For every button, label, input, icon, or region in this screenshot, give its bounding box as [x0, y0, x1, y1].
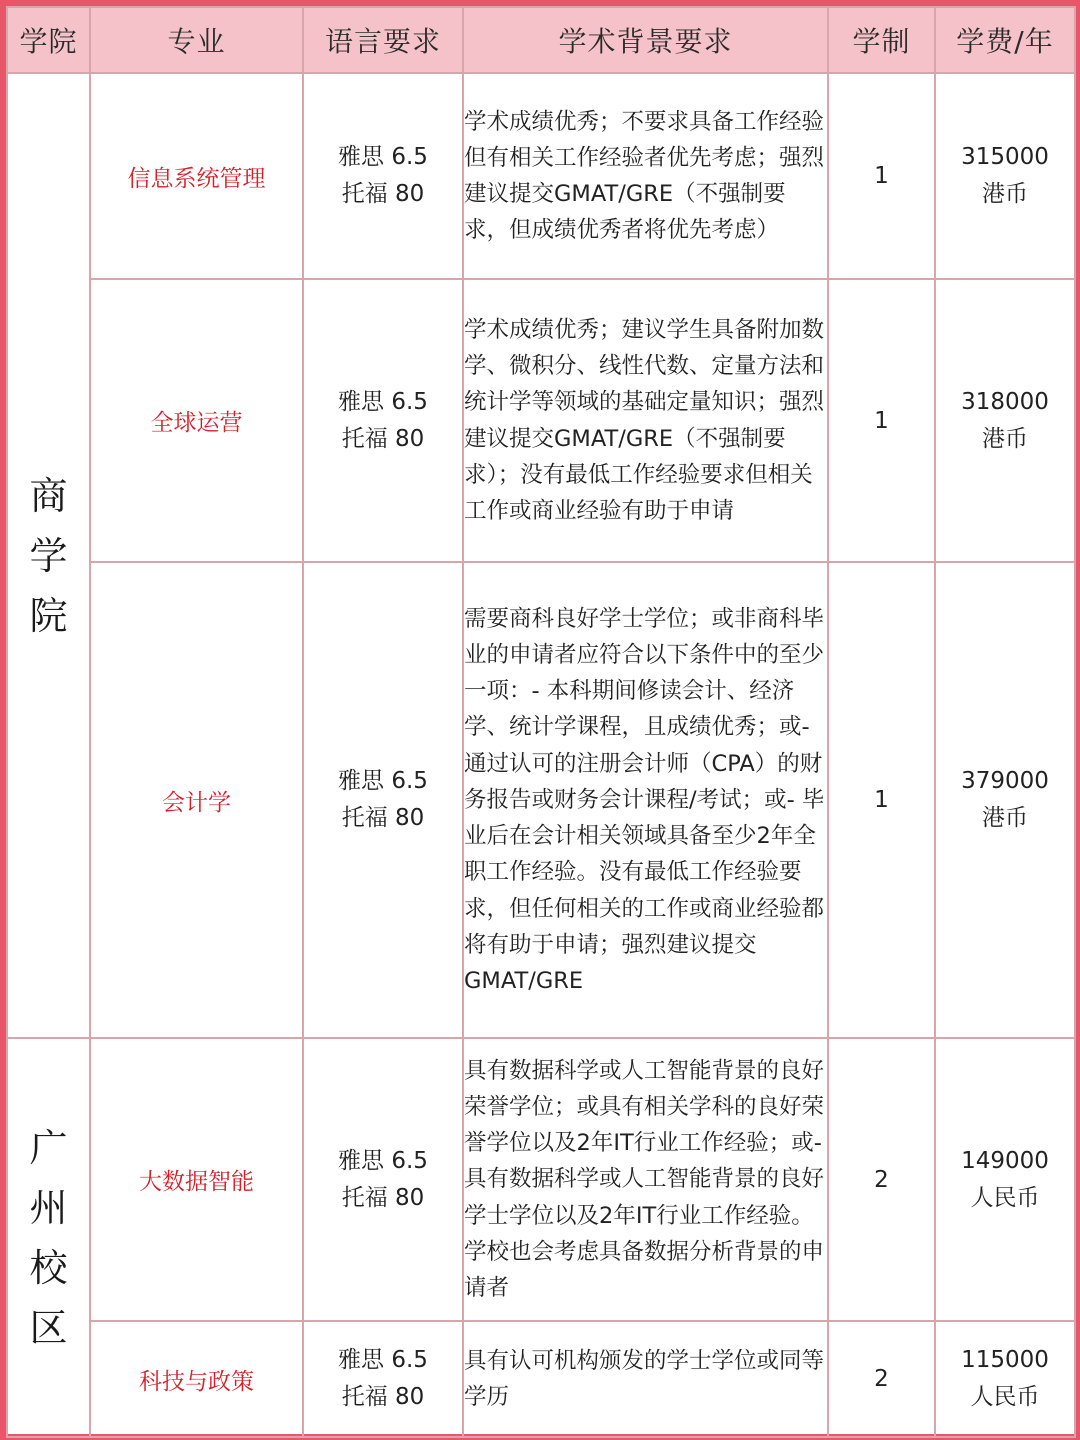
major-cell: 全球运营 [90, 279, 303, 562]
header-tuition: 学费/年 [935, 7, 1075, 73]
header-major: 专业 [90, 7, 303, 73]
requirement-cell [463, 73, 828, 279]
fee-amount: 115000 [961, 1347, 1049, 1373]
fee-amount: 318000 [961, 388, 1049, 415]
requirement-cell [463, 279, 828, 562]
major-cell: 会计学 [90, 562, 303, 1038]
fee-currency: 港币 [982, 181, 1028, 207]
fee-amount: 149000 [961, 1147, 1049, 1174]
major-cell: 科技与政策 [90, 1321, 303, 1437]
requirement-text: 需要商科良好学士学位；或非商科毕业的申请者应符合以下条件中的至少一项：- 本科期间修读会计、经济学、统计学课程，且成绩优秀；或- 通过认可的注册会计师（CPA）的财务报告或财务会计课程/考试；或- 毕业后在会计相关领域具备至少2年全职工作经验。没有最低工作经验要求，但任何相关的工作或商业经验都将有助于申请；强烈建议提交GMAT/GRE [464, 605, 825, 994]
tuition-cell [935, 73, 1075, 279]
table-row [7, 279, 1075, 562]
language-cell [303, 73, 463, 279]
duration-cell: 1 [828, 279, 935, 562]
school-cell [7, 1038, 90, 1437]
tuition-cell [935, 279, 1075, 562]
header-row [7, 7, 1075, 73]
duration-cell: 2 [828, 1321, 935, 1437]
duration-cell: 1 [828, 562, 935, 1038]
requirement-cell [463, 1038, 828, 1321]
ielts-score: 雅思 6.5 [338, 1147, 428, 1174]
school-name: 商学院 [29, 473, 68, 638]
toefl-score: 托福 80 [341, 1184, 425, 1211]
toefl-score: 托福 80 [341, 181, 425, 207]
ielts-score: 雅思 6.5 [338, 144, 428, 170]
fee-amount: 379000 [961, 768, 1049, 794]
major-cell: 信息系统管理 [90, 73, 303, 279]
school-name: 广州校区 [29, 1125, 68, 1350]
language-cell [303, 562, 463, 1038]
fee-currency: 港币 [982, 425, 1028, 452]
fee-currency: 人民币 [970, 1184, 1040, 1211]
requirement-text: 学术成绩优秀；不要求具备工作经验但有相关工作经验者优先考虑；强烈建议提交GMAT/GRE（不强制要求，但成绩优秀者将优先考虑） [464, 108, 825, 244]
requirement-text: 具有认可机构颁发的学士学位或同等学历 [464, 1347, 825, 1410]
table-row [7, 73, 1075, 279]
requirement-text: 学术成绩优秀；建议学生具备附加数学、微积分、线性代数、定量方法和统计学等领域的基础定量知识；强烈建议提交GMAT/GRE（不强制要求）；没有最低工作经验要求但相关工作或商业经验有助于申请 [464, 316, 825, 524]
header-duration: 学制 [828, 7, 935, 73]
duration-cell: 1 [828, 73, 935, 279]
duration-cell: 2 [828, 1038, 935, 1321]
toefl-score: 托福 80 [341, 805, 425, 831]
table-row [7, 1038, 1075, 1321]
header-language: 语言要求 [303, 7, 463, 73]
tuition-cell [935, 1038, 1075, 1321]
fee-currency: 人民币 [970, 1384, 1040, 1410]
table-row [7, 562, 1075, 1038]
ielts-score: 雅思 6.5 [338, 768, 428, 794]
table-frame [6, 6, 1074, 1434]
requirement-cell [463, 562, 828, 1038]
toefl-score: 托福 80 [341, 1384, 425, 1410]
fee-amount: 315000 [961, 144, 1049, 170]
fee-currency: 港币 [982, 805, 1028, 831]
school-cell [7, 73, 90, 1038]
ielts-score: 雅思 6.5 [338, 388, 428, 415]
tuition-cell [935, 562, 1075, 1038]
language-cell [303, 279, 463, 562]
major-cell: 大数据智能 [90, 1038, 303, 1321]
requirement-cell [463, 1321, 828, 1437]
ielts-score: 雅思 6.5 [338, 1347, 428, 1373]
language-cell [303, 1321, 463, 1437]
header-school: 学院 [7, 7, 90, 73]
requirement-text: 具有数据科学或人工智能背景的良好荣誉学位；或具有相关学科的良好荣誉学位以及2年IT行业工作经验；或-具有数据科学或人工智能背景的良好学士学位以及2年IT行业工作经验。学校也会考虑具备数据分析背景的申请者 [464, 1057, 825, 1301]
language-cell [303, 1038, 463, 1321]
toefl-score: 托福 80 [341, 425, 425, 452]
tuition-cell [935, 1321, 1075, 1437]
program-table [6, 6, 1076, 1438]
table-row [7, 1321, 1075, 1437]
header-academic: 学术背景要求 [463, 7, 828, 73]
